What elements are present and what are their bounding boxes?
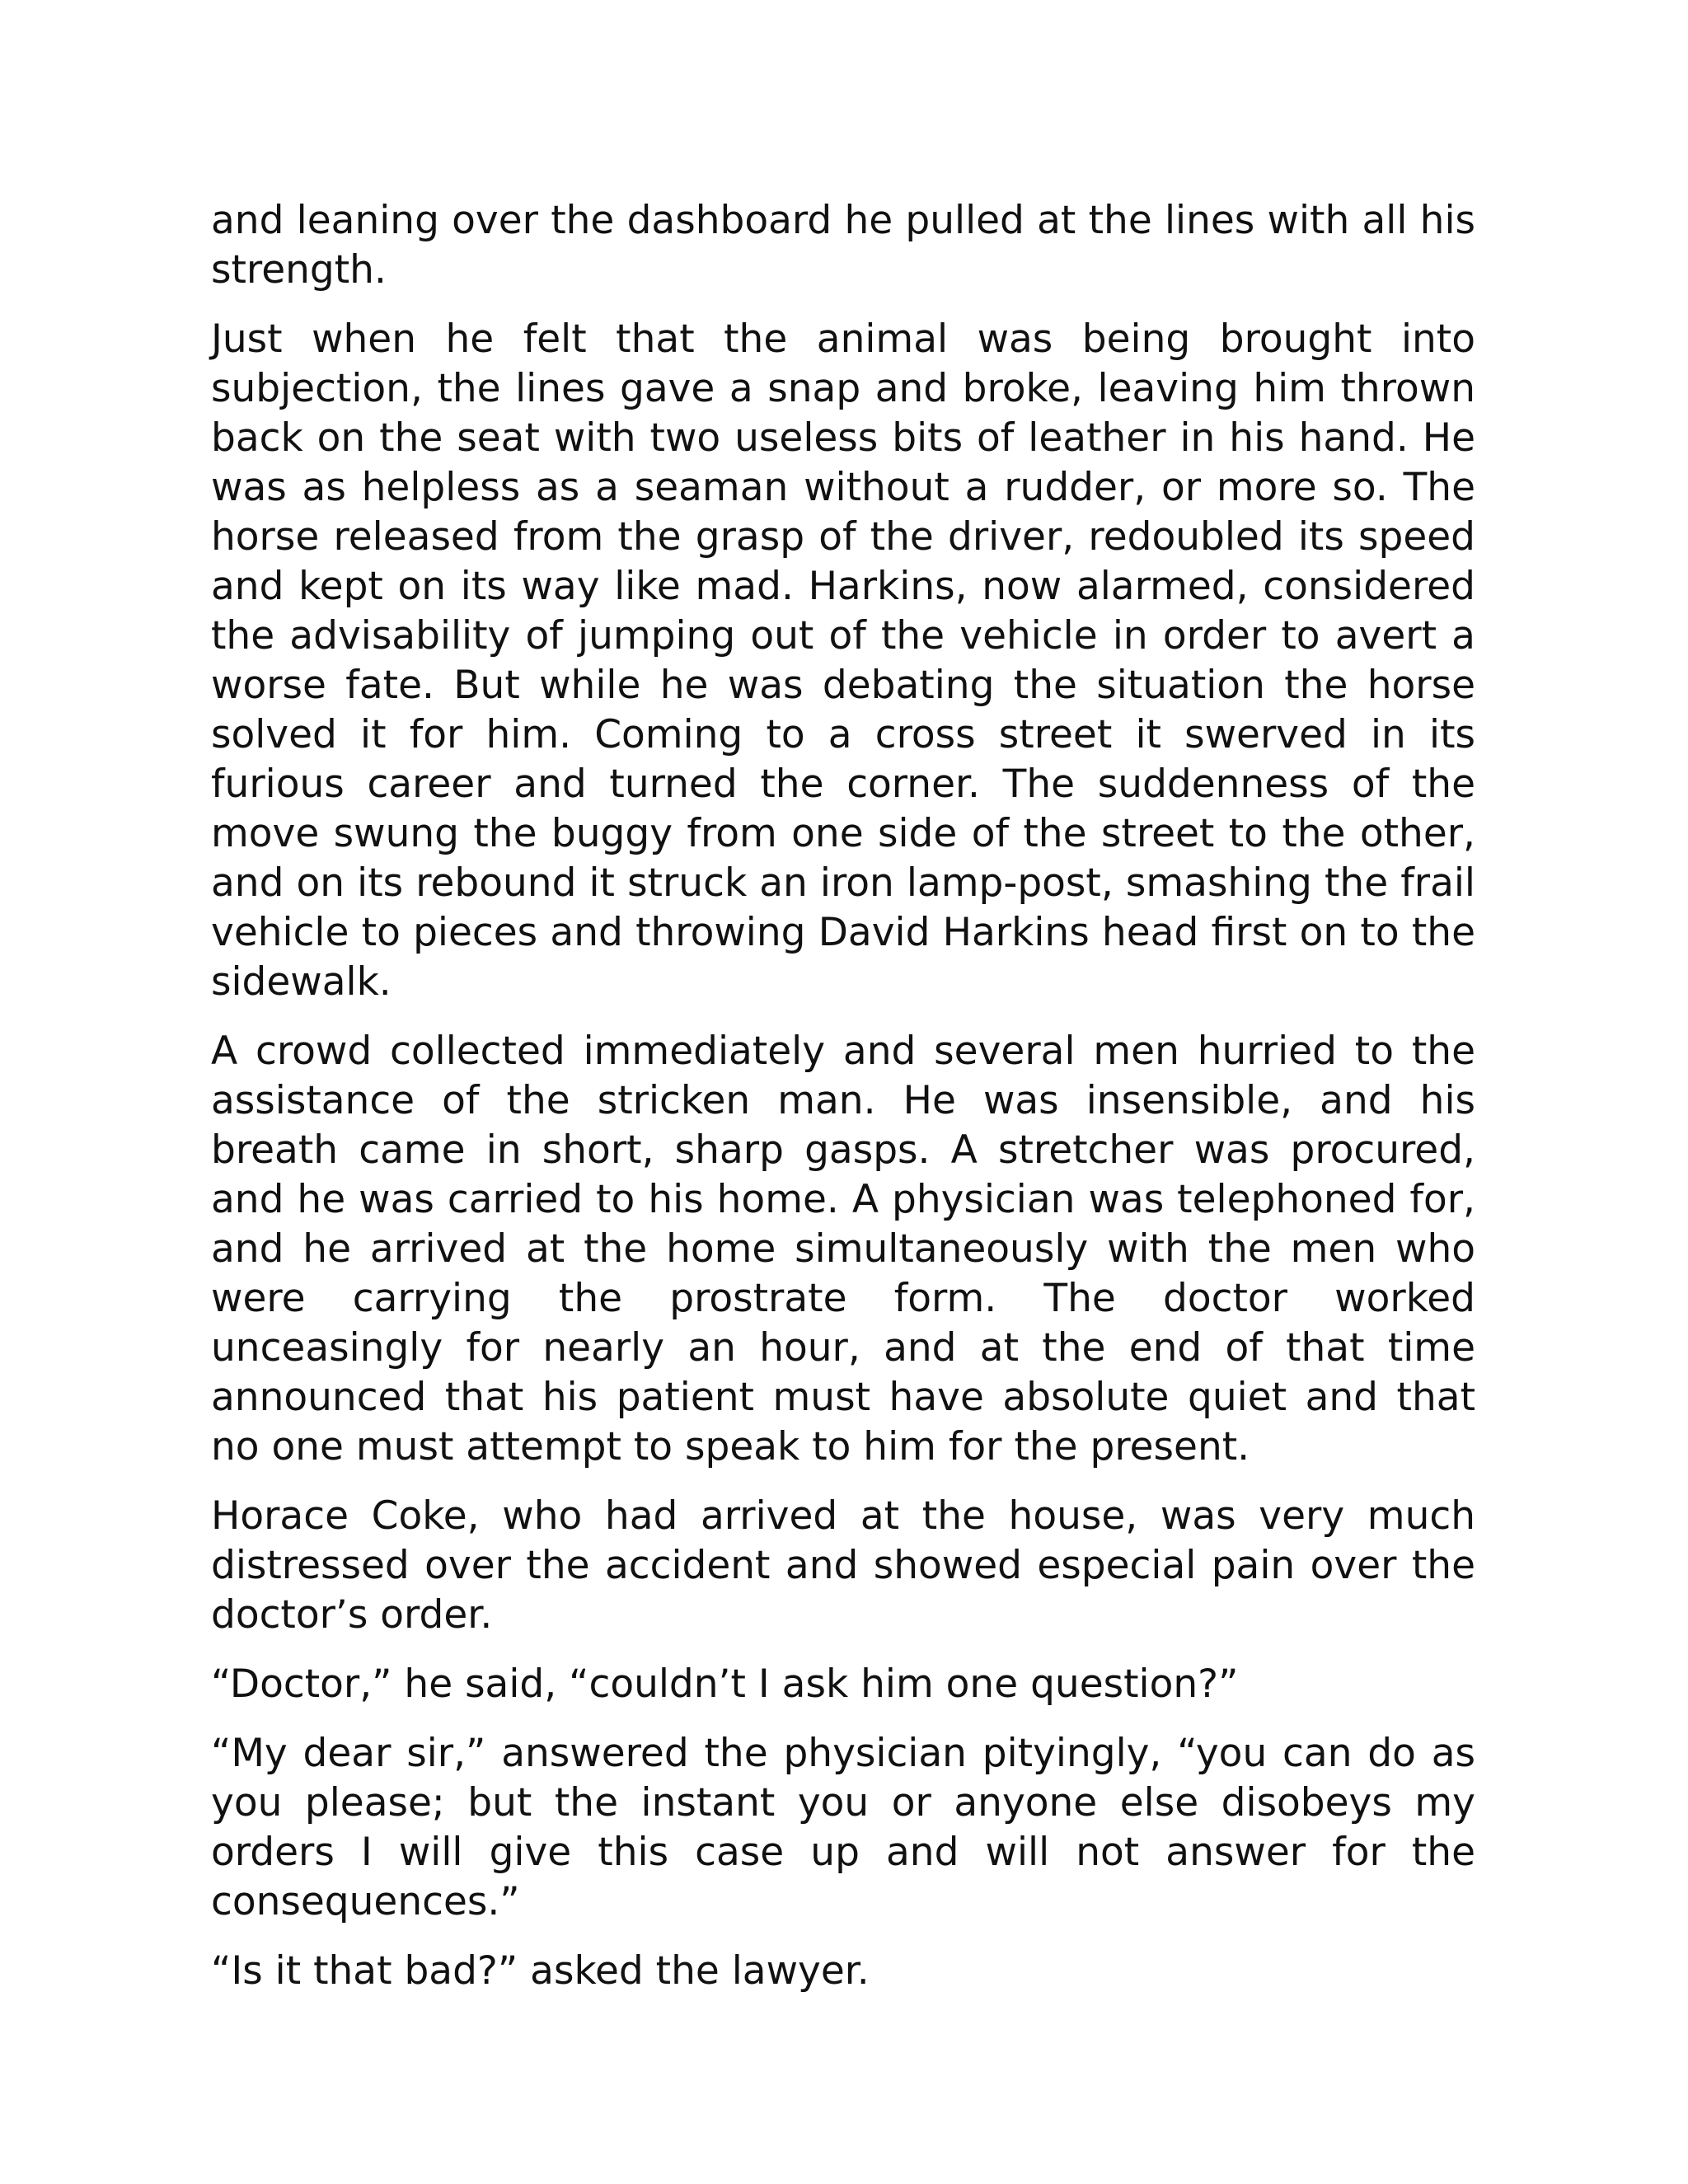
- paragraph-7: “Is it that bad?” asked the lawyer.: [211, 1948, 870, 1994]
- paragraph-4: Horace Coke, who had arrived at the house, was very much distressed over the accident and showed especial pain over the doctor’s order.: [211, 1493, 1475, 1638]
- paragraph-2: Just when he felt that the animal was being brought into subjection, the lines gave a snap and broke, leaving him thrown back on the seat with two useless bits of leather in his hand. He was as helpless as a seaman without a rudder, or more so. The horse released from the grasp of the driver, redoubled its speed and kept on its way like mad. Harkins, now alarmed, considered the advisability of jumping out of the vehicle in order to avert a worse fate. But while he was debating the situation the horse solved it for him. Coming to a cross street it swerved in its furious career and turned the corner. The suddenness of the move swung the buggy from one side of the street to the other, and on its rebound it struck an iron lamp-post, smashing the frail vehicle to pieces and throwing David Harkins head first on to the sidewalk.: [211, 316, 1475, 1005]
- paragraph-5: “Doctor,” he said, “couldn’t I ask him one question?”: [211, 1661, 1239, 1707]
- paragraph-6: “My dear sir,” answered the physician pityingly, “you can do as you please; but the instant you or anyone else disobeys my orders I will give this case up and will not answer for the consequences.”: [211, 1731, 1475, 1924]
- paragraph-3: A crowd collected immediately and several men hurried to the assistance of the stricken man. He was insensible, and his breath came in short, sharp gasps. A stretcher was procured, and he was carried to his home. A physician was telephoned for, and he arrived at the home simultaneously with the men who were carrying the prostrate form. The doctor worked unceasingly for nearly an hour, and at the end of that time announced that his patient must have absolute quiet and that no one must attempt to speak to him for the present.: [211, 1029, 1475, 1469]
- paragraph-1: and leaning over the dashboard he pulled at the lines with all his strength.: [211, 198, 1475, 293]
- body-text: [211, 196, 1475, 2016]
